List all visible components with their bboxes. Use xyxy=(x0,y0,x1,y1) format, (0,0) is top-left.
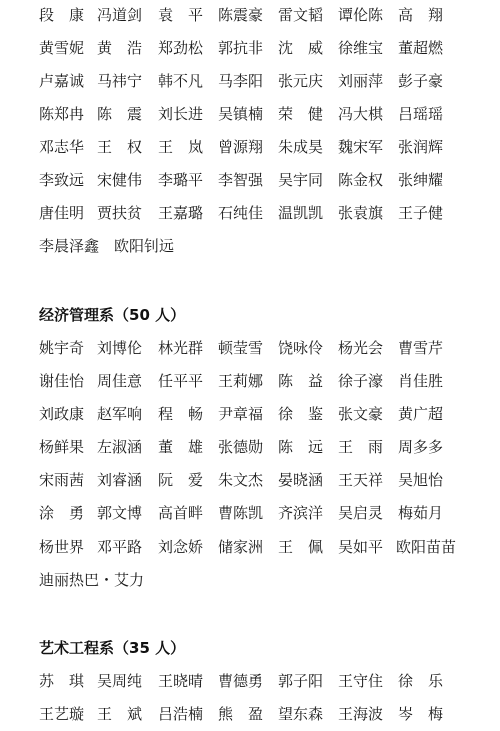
student-name: 卢嘉诚 xyxy=(39,72,85,90)
student-name: 王莉娜 xyxy=(218,372,264,390)
student-name: 王嘉璐 xyxy=(158,204,204,222)
student-name: 吕瑶瑶 xyxy=(398,105,444,123)
student-name: 高 翔 xyxy=(398,6,444,24)
student-name: 张德勋 xyxy=(218,438,264,456)
student-name: 唐佳明 xyxy=(39,204,85,222)
name-row xyxy=(0,501,500,525)
student-name: 杨鲜果 xyxy=(39,438,85,456)
student-name: 沈 威 xyxy=(278,39,324,57)
student-name: 冯道剑 xyxy=(97,6,143,24)
student-name: 魏宋军 xyxy=(338,138,384,156)
name-row xyxy=(0,568,500,592)
student-name: 贾扶贫 xyxy=(97,204,143,222)
student-name: 高首畔 xyxy=(158,504,204,522)
student-name: 邓志华 xyxy=(39,138,85,156)
name-row xyxy=(0,69,500,93)
student-name: 陈金权 xyxy=(338,171,384,189)
student-name: 韩不凡 xyxy=(158,72,204,90)
student-name: 谭伦陈 xyxy=(338,6,384,24)
student-name: 王海波 xyxy=(338,705,384,723)
student-name: 雷文韬 xyxy=(278,6,324,24)
name-row xyxy=(0,669,500,693)
student-name: 周佳意 xyxy=(97,372,143,390)
name-row xyxy=(0,535,500,559)
student-name: 王晓晴 xyxy=(158,672,204,690)
student-name: 李致远 xyxy=(39,171,85,189)
student-name: 杨光会 xyxy=(338,339,384,357)
name-row xyxy=(0,201,500,225)
student-name: 王 雨 xyxy=(338,438,384,456)
student-name: 刘政康 xyxy=(39,405,85,423)
student-name: 岑 梅 xyxy=(398,705,444,723)
student-name: 储家洲 xyxy=(218,538,264,556)
student-name: 阮 爱 xyxy=(158,471,204,489)
student-name: 曾源翔 xyxy=(218,138,264,156)
student-name: 宋雨茜 xyxy=(39,471,85,489)
student-name: 欧阳钊远 xyxy=(114,237,175,255)
student-name: 石纯佳 xyxy=(218,204,264,222)
student-name: 吴启灵 xyxy=(338,504,384,522)
student-name: 李智强 xyxy=(218,171,264,189)
student-name: 彭子豪 xyxy=(398,72,444,90)
student-name: 徐子濠 xyxy=(338,372,384,390)
student-name: 程 畅 xyxy=(158,405,204,423)
student-name: 王 权 xyxy=(97,138,143,156)
student-name: 王天祥 xyxy=(338,471,384,489)
student-name: 董 雄 xyxy=(158,438,204,456)
student-name: 曹陈凯 xyxy=(218,504,264,522)
student-name: 王守住 xyxy=(338,672,384,690)
student-name: 刘念娇 xyxy=(158,538,204,556)
student-name: 陈 益 xyxy=(278,372,324,390)
student-name: 郭子阳 xyxy=(278,672,324,690)
student-name: 段 康 xyxy=(39,6,85,24)
student-name: 刘长进 xyxy=(158,105,204,123)
student-name: 黄广超 xyxy=(398,405,444,423)
student-name: 吴宇同 xyxy=(278,171,324,189)
student-name: 周多多 xyxy=(398,438,444,456)
student-name: 邓平路 xyxy=(97,538,143,556)
student-name: 黄雪妮 xyxy=(39,39,85,57)
name-row xyxy=(0,369,500,393)
student-name: 马李阳 xyxy=(218,72,264,90)
student-name: 张润辉 xyxy=(398,138,444,156)
student-name: 吴镇楠 xyxy=(218,105,264,123)
student-name: 张袁旗 xyxy=(338,204,384,222)
name-row xyxy=(0,702,500,726)
section-heading: 经济管理系（50 人） xyxy=(39,306,186,324)
student-name: 尹章福 xyxy=(218,405,264,423)
section-heading: 艺术工程系（35 人） xyxy=(39,639,186,657)
student-name: 曹德勇 xyxy=(218,672,264,690)
student-name: 张绅耀 xyxy=(398,171,444,189)
student-name: 涂 勇 xyxy=(39,504,85,522)
student-name: 张文豪 xyxy=(338,405,384,423)
student-name: 张元庆 xyxy=(278,72,324,90)
name-row xyxy=(0,435,500,459)
student-name: 荣 健 xyxy=(278,105,324,123)
name-row xyxy=(0,468,500,492)
name-row xyxy=(0,234,500,258)
student-name: 黄 浩 xyxy=(97,39,143,57)
student-name: 董超燃 xyxy=(398,39,444,57)
student-name: 王 斌 xyxy=(97,705,143,723)
name-row xyxy=(0,36,500,60)
student-name: 朱文杰 xyxy=(218,471,264,489)
student-name: 吴旭怡 xyxy=(398,471,444,489)
student-name: 王 岚 xyxy=(158,138,204,156)
name-row xyxy=(0,102,500,126)
student-name: 李晨泽鑫 xyxy=(39,237,100,255)
student-name: 齐滨洋 xyxy=(278,504,324,522)
student-name: 王子健 xyxy=(398,204,444,222)
student-name: 吕浩楠 xyxy=(158,705,204,723)
student-name: 徐维宝 xyxy=(338,39,384,57)
student-name: 温凯凯 xyxy=(278,204,324,222)
student-name: 望东森 xyxy=(278,705,324,723)
student-name: 晏晓涵 xyxy=(278,471,324,489)
student-name: 陈 震 xyxy=(97,105,143,123)
student-name: 肖佳胜 xyxy=(398,372,444,390)
student-name: 袁 平 xyxy=(158,6,204,24)
student-name: 欧阳苗苗 xyxy=(396,538,457,556)
student-name: 徐 鉴 xyxy=(278,405,324,423)
student-name: 姚宇奇 xyxy=(39,339,85,357)
student-name: 马祎宁 xyxy=(97,72,143,90)
student-name: 梅茹月 xyxy=(398,504,444,522)
student-name: 饶咏伶 xyxy=(278,339,324,357)
student-name: 郭文博 xyxy=(97,504,143,522)
student-name: 郭抗非 xyxy=(218,39,264,57)
student-name: 刘睿涵 xyxy=(97,471,143,489)
student-name: 李璐平 xyxy=(158,171,204,189)
student-name: 曹雪芹 xyxy=(398,339,444,357)
student-name: 谢佳怡 xyxy=(39,372,85,390)
student-name: 赵军响 xyxy=(97,405,143,423)
name-row xyxy=(0,168,500,192)
student-name: 陈 远 xyxy=(278,438,324,456)
name-row xyxy=(0,402,500,426)
student-name: 刘博伦 xyxy=(97,339,143,357)
student-name: 熊 盈 xyxy=(218,705,264,723)
student-name: 林光群 xyxy=(158,339,204,357)
student-name: 吴如平 xyxy=(338,538,384,556)
name-row xyxy=(0,3,500,27)
student-name: 朱成昊 xyxy=(278,138,324,156)
student-name: 迪丽热巴・艾力 xyxy=(39,571,145,589)
student-name: 王 佩 xyxy=(278,538,324,556)
student-name: 陈震豪 xyxy=(218,6,264,24)
student-name: 吴周纯 xyxy=(97,672,143,690)
student-name: 任平平 xyxy=(158,372,204,390)
student-name: 顿莹雪 xyxy=(218,339,264,357)
name-row xyxy=(0,135,500,159)
student-name: 刘丽萍 xyxy=(338,72,384,90)
student-name: 宋健伟 xyxy=(97,171,143,189)
student-name: 冯大棋 xyxy=(338,105,384,123)
student-name: 陈郑冉 xyxy=(39,105,85,123)
student-name: 苏 琪 xyxy=(39,672,85,690)
student-name: 杨世界 xyxy=(39,538,85,556)
name-row xyxy=(0,336,500,360)
student-name: 王艺璇 xyxy=(39,705,85,723)
student-name: 左淑涵 xyxy=(97,438,143,456)
student-name: 郑劲松 xyxy=(158,39,204,57)
student-name: 徐 乐 xyxy=(398,672,444,690)
